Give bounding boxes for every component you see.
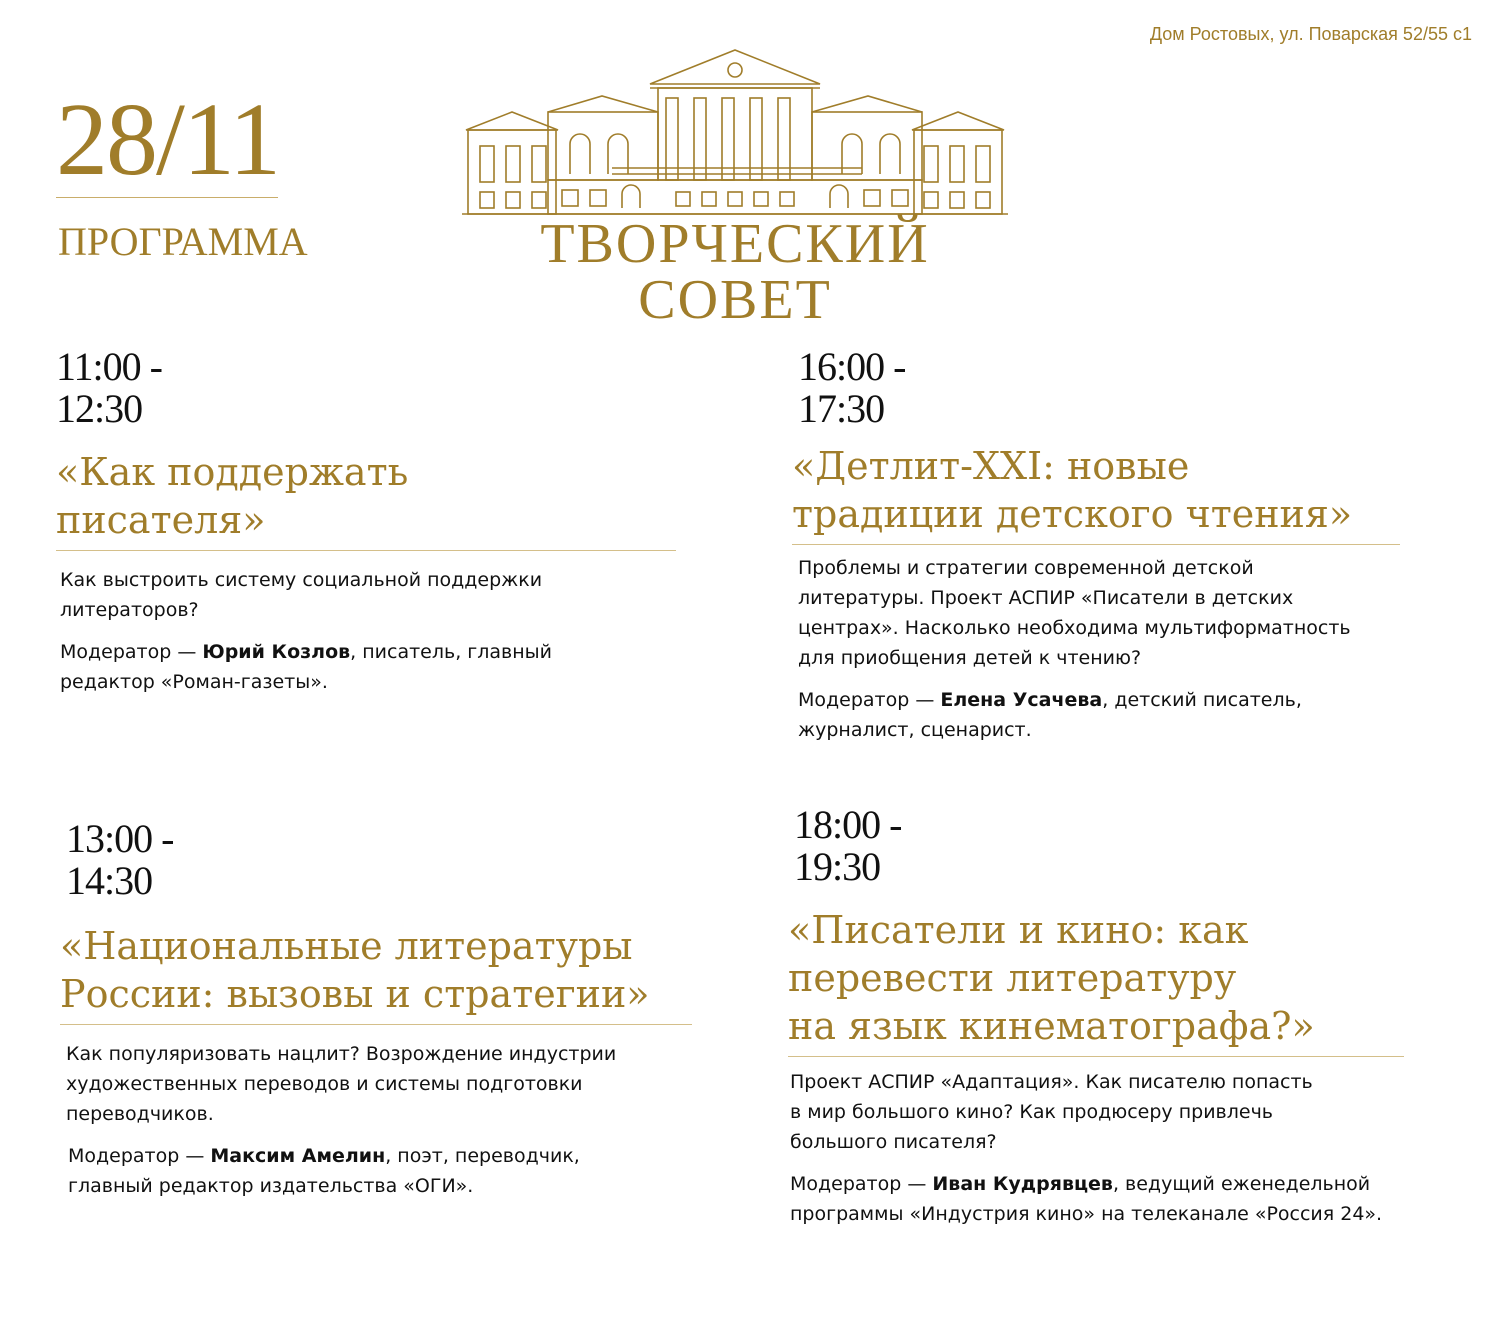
time-end: 17:30 <box>798 386 885 431</box>
time-start: 13:00 - <box>66 816 174 861</box>
venue-address: Дом Ростовых, ул. Поварская 52/55 с1 <box>1149 24 1472 44</box>
desc-line: Как выстроить систему социальной поддержки <box>60 569 543 591</box>
session-time <box>788 804 1478 888</box>
moderator-name: Максим Амелин <box>210 1145 386 1167</box>
mansion-facade-icon <box>462 46 1008 216</box>
mod-prefix: Модератор — <box>68 1145 211 1167</box>
session-time <box>60 818 692 902</box>
desc-line: Проблемы и стратегии современной детской <box>798 557 1254 579</box>
title-line: традиции детского чтения» <box>792 492 1353 536</box>
session-description <box>56 565 676 625</box>
session-title <box>788 906 1404 1057</box>
mod-role-cont: журналист, сценарист. <box>798 719 1032 741</box>
session-description <box>788 1067 1478 1157</box>
session-time <box>792 346 1400 430</box>
desc-line: в мир большого кино? Как продюсеру привлечь <box>790 1101 1274 1123</box>
mod-role: , детский писатель, <box>1102 689 1302 711</box>
desc-line: большого писателя? <box>790 1131 997 1153</box>
mod-role: , писатель, главный <box>350 641 553 663</box>
desc-line: литераторов? <box>60 599 199 621</box>
time-end: 14:30 <box>66 858 153 903</box>
session-title <box>792 442 1400 545</box>
desc-line: центрах». Насколько необходима мультиформатность <box>798 617 1351 639</box>
desc-line: переводчиков. <box>66 1103 214 1125</box>
session-moderator <box>60 1141 692 1201</box>
event-date: 28/11 <box>56 82 280 197</box>
title-line: России: вызовы и стратегии» <box>60 972 650 1016</box>
program-heading: ПРОГРАММА <box>58 219 308 264</box>
mod-role: , поэт, переводчик, <box>385 1145 580 1167</box>
title-line: на язык кинематографа?» <box>788 1004 1315 1048</box>
session-card <box>788 804 1478 1229</box>
title-line: «Как поддержать <box>56 450 409 494</box>
mod-prefix: Модератор — <box>790 1173 933 1195</box>
moderator-name: Юрий Козлов <box>202 641 351 663</box>
session-card <box>56 346 676 697</box>
session-title <box>60 922 692 1025</box>
title-line: «Национальные литературы <box>60 924 633 968</box>
session-description <box>792 553 1400 673</box>
moderator-name: Иван Кудрявцев <box>932 1173 1113 1195</box>
session-card <box>60 818 692 1201</box>
desc-line: для приобщения детей к чтению? <box>798 647 1142 669</box>
time-end: 19:30 <box>794 844 881 889</box>
mod-prefix: Модератор — <box>60 641 203 663</box>
title-line: писателя» <box>56 498 266 542</box>
moderator-name: Елена Усачева <box>940 689 1103 711</box>
mod-role-cont: главный редактор издательства «ОГИ». <box>68 1175 474 1197</box>
session-card <box>792 346 1400 745</box>
title-line: «Детлит-XXI: новые <box>792 444 1190 488</box>
title-line: перевести литературу <box>788 956 1237 1000</box>
desc-line: литературы. Проект АСПИР «Писатели в детских <box>798 587 1294 609</box>
mod-role-cont: редактор «Роман-газеты». <box>60 671 328 693</box>
date-divider <box>56 197 278 198</box>
mod-role-cont: программы «Индустрия кино» на телеканале «Россия 24». <box>790 1203 1383 1225</box>
time-start: 18:00 - <box>794 802 902 847</box>
title-line: «Писатели и кино: как <box>788 908 1249 952</box>
desc-line: Как популяризовать нацлит? Возрождение индустрии <box>66 1043 617 1065</box>
mod-role: , ведущий еженедельной <box>1112 1173 1371 1195</box>
session-moderator <box>788 1169 1478 1229</box>
session-time <box>56 346 676 430</box>
desc-line: художественных переводов и системы подготовки <box>66 1073 583 1095</box>
session-moderator <box>792 685 1400 745</box>
desc-line: Проект АСПИР «Адаптация». Как писателю попасть <box>790 1071 1313 1093</box>
mod-prefix: Модератор — <box>798 689 941 711</box>
session-title <box>56 448 676 551</box>
session-moderator <box>56 637 676 697</box>
session-description <box>60 1039 692 1129</box>
time-start: 11:00 - <box>56 344 162 389</box>
logo-title: ТВОРЧЕСКИЙ СОВЕТ <box>540 213 930 331</box>
time-end: 12:30 <box>56 386 143 431</box>
time-start: 16:00 - <box>798 344 906 389</box>
